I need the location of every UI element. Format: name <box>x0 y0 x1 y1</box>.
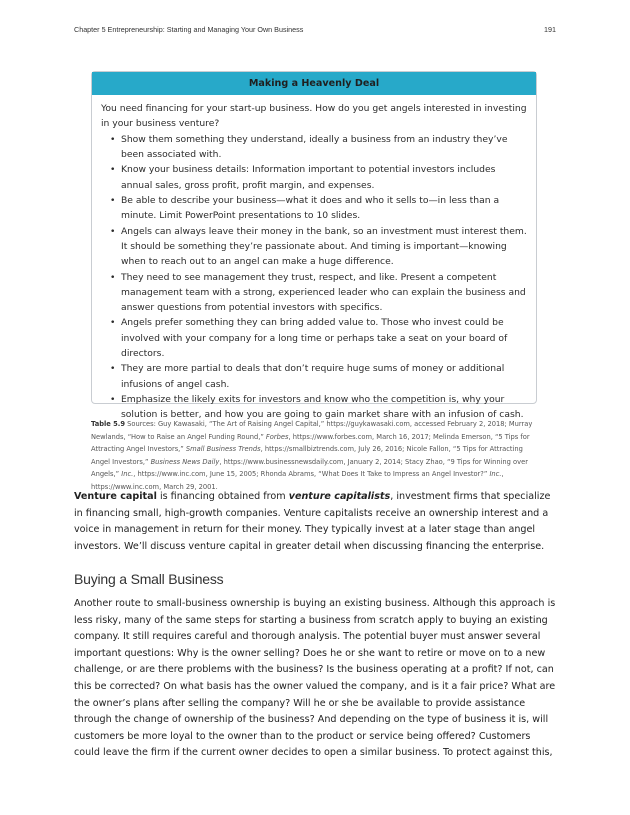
caption-text: , https://www.businessnewsdaily.com, January 2, 2014; Stacy Zhao, “9 Tips for Winning over Angels,” <box>91 457 528 478</box>
caption-text: , https://smallbiztrends.com, July 26, 2016; Nicole Fallon, “5 Tips for Attracting Angel Investors,” <box>91 445 523 466</box>
caption-publication: Business News Daily <box>150 457 220 466</box>
caption-publication: Inc. <box>121 470 134 478</box>
running-header <box>74 25 556 34</box>
tip-item: • Know your business details: Information important to potential investors includes annual sales, gross profit, profit margin, and expenses. <box>121 162 527 193</box>
chapter-title: Chapter 5 Entrepreneurship: Starting and Managing Your Own Business <box>74 25 304 34</box>
caption-text: , https://www.inc.com, June 15, 2005; Rhonda Abrams, “What Does It Take to Impress an Angel Investor?” <box>133 470 490 478</box>
feature-box-intro: You need financing for your start-up business. How do you get angels interested in investing in your business venture? <box>101 103 527 130</box>
key-term-italic: venture capitalists <box>288 491 391 502</box>
caption-publication: Forbes <box>265 432 289 441</box>
page-number: 191 <box>544 25 556 34</box>
venture-capital-paragraph <box>74 489 556 555</box>
tip-item: • Be able to describe your business—what it does and who it sells to—in less than a minute. Limit PowerPoint presentations to 10 slides. <box>121 193 527 224</box>
paragraph-text: , investment firms that specialize in financing small, high-growth companies. Venture capitalists receive an ownership interest and a voice in management in return for their money. They typically invest at a later stage than angel investors. We’ll discuss venture capital in greater detail when discussing financing the enterprise. <box>74 491 551 552</box>
tip-item: • They need to see management they trust, respect, and like. Present a competent management team with a strong, experienced leader who can explain the business and answer questions from potential investors with specifics. <box>121 270 527 316</box>
feature-box-title: Making a Heavenly Deal <box>92 72 536 95</box>
table-source-caption <box>91 418 537 493</box>
tip-item: • Emphasize the likely exits for investors and know who the competition is, why your solution is better, and how you are going to gain market share with an infusion of cash. <box>121 392 527 423</box>
tip-item: • Angels prefer something they can bring added value to. Those who invest could be involved with your company for a long time or perhaps take a seat on your board of directors. <box>121 315 527 361</box>
caption-text: , https://www.inc.com, March 29, 2001. <box>91 470 504 491</box>
feature-box-body <box>92 95 536 423</box>
tip-item: • Angels can always leave their money in the bank, so an investment must interest them. It should be something they’re passionate about. And timing is important—knowing when to reach out to an angel can make a huge difference. <box>121 224 527 270</box>
key-term: Venture capital <box>74 491 157 502</box>
buying-business-paragraph: Another route to small-business ownership is buying an existing business. Although this approach is less risky, many of the same steps for starting a business from scratch apply to buying an existing company. It still requires careful and thorough analysis. The potential buyer must answer several important questions: Why is the owner selling? Does he or she want to retire or move on to a new challenge, or are there problems with the business? Is the business operating at a profit? If not, can this be corrected? On what basis has the owner valued the company, and is it a fair price? What are the owner’s plans after selling the company? Will he or she be available to provide assistance through the change of ownership of the business? And depending on the type of business it is, will customers be more loyal to the owner than to the product or service being offered? Customers could leave the firm if the current owner decides to open a similar business. To protect against this, <box>74 598 556 759</box>
caption-publication: Inc. <box>489 470 502 478</box>
paragraph-text: is financing obtained from <box>156 491 289 502</box>
feature-box <box>91 71 537 421</box>
caption-text: Sources: Guy Kawasaki, “The Art of Raising Angel Capital,” https://guykawasaki.com, accessed February 2, 2018; Murray Newlands, “How to Raise an Angel Funding Round,” <box>91 420 533 441</box>
tip-item: • Show them something they understand, ideally a business from an industry they’ve been associated with. <box>121 132 527 163</box>
caption-publication: Small Business Trends <box>185 445 261 453</box>
tips-list <box>101 132 527 423</box>
section-heading: Buying a Small Business <box>74 571 224 587</box>
caption-text: , https://www.forbes.com, March 16, 2017; Melinda Emerson, “5 Tips for Attracting Angel Investors,” <box>91 432 530 453</box>
table-label: Table 5.9 <box>91 420 126 428</box>
tip-item: • They are more partial to deals that don’t require huge sums of money or additional infusions of angel cash. <box>121 361 527 392</box>
